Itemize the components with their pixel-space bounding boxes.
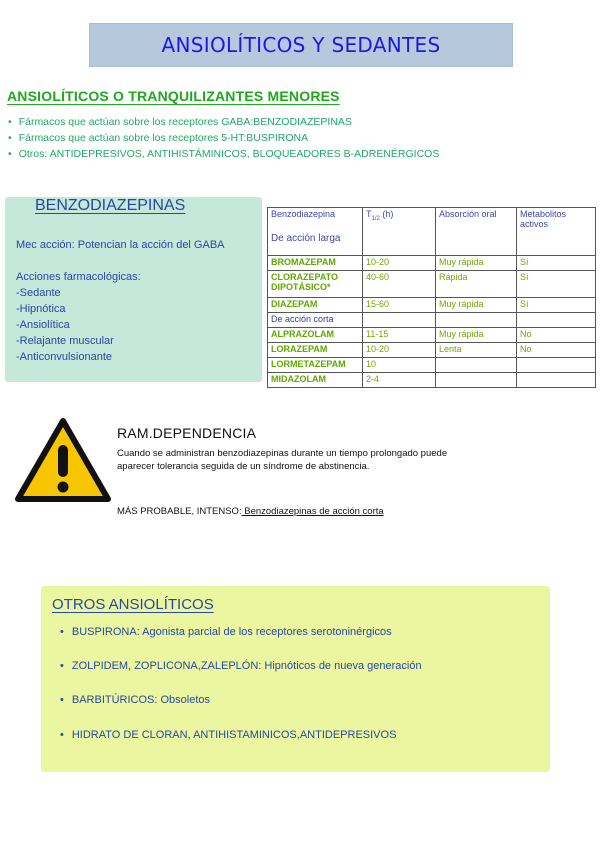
otros-title: OTROS ANSIOLÍTICOS	[52, 596, 214, 613]
table-row: LORAZEPAM 10-20 Lenta No	[268, 343, 596, 358]
title-box	[89, 23, 513, 67]
ram-title: RAM.DEPENDENCIA	[117, 425, 257, 441]
acciones-title: Acciones farmacológicas:	[16, 271, 141, 283]
list-item: • HIDRATO DE CLORAN, ANTIHISTAMINICOS,ANTIDEPRESIVOS	[60, 729, 396, 741]
table-row	[268, 313, 596, 328]
table-row: DIAZEPAM 15-60 Muy rápida Sí	[268, 298, 596, 313]
table-row: ALPRAZOLAM 11-15 Muy rápida No	[268, 328, 596, 343]
list-item: • ZOLPIDEM, ZOPLICONA,ZALEPLÓN: Hipnóticos de nueva generación	[60, 660, 422, 672]
list-item: • BUSPIRONA: Agonista parcial de los receptores serotoninérgicos	[60, 626, 392, 638]
larga-label: De acción larga	[271, 233, 341, 244]
benzodiazepine-table	[267, 207, 596, 388]
otros-ansioliticos-box	[41, 586, 550, 772]
accion-item: -Hipnótica	[16, 303, 66, 315]
accion-item: -Sedante	[16, 287, 61, 299]
accion-item: -Ansiolítica	[16, 319, 70, 331]
benzodiazepinas-box	[5, 197, 262, 382]
table-row: CLORAZEPATO DIPOTÁSICO* 40-60 Rápida Sí	[268, 271, 596, 298]
list-item: • Fármacos que actúan sobre los receptores 5-HT:BUSPIRONA	[8, 130, 439, 146]
header-cell: Metabolitos activos	[517, 208, 596, 256]
header-cell: Absorción oral	[436, 208, 517, 256]
section-heading: ANSIOLÍTICOS O TRANQUILIZANTES MENORES	[7, 88, 340, 104]
accion-item: -Relajante muscular	[16, 335, 114, 347]
accion-item: -Anticonvulsionante	[16, 351, 113, 363]
header-cell: $T_{1/2}$ (h)	[363, 208, 436, 256]
corta-label: De acción corta	[268, 313, 363, 328]
bullet-list	[8, 114, 439, 162]
table-row: BROMAZEPAM 10-20 Muy rápida Sí	[268, 256, 596, 271]
header-cell: Benzodiazepina De acción larga	[268, 208, 363, 256]
table-row: LORMETAZEPAM 10	[268, 358, 596, 373]
mas-probable: MÁS PROBABLE, INTENSO: Benzodiazepinas de acción corta	[117, 506, 384, 517]
benzo-title: BENZODIAZEPINAS	[35, 197, 186, 214]
list-item: • Fármacos que actúan sobre los receptores GABA:BENZODIAZEPINAS	[8, 114, 439, 130]
table-header-row	[268, 208, 596, 256]
list-item: • Otros: ANTIDEPRESIVOS, ANTIHISTÁMINICOS, BLOQUEADORES B-ADRENÉRGICOS	[8, 146, 439, 162]
table-row: MIDAZOLAM 2-4	[268, 373, 596, 388]
warning-icon	[14, 417, 112, 503]
list-item: • BARBITÚRICOS: Obsoletos	[60, 694, 210, 706]
page-title: ANSIOLÍTICOS Y SEDANTES	[161, 33, 441, 57]
mec-accion: Mec acción: Potencian la acción del GABA	[16, 239, 225, 251]
ram-text: Cuando se administran benzodiazepinas durante un tiempo prolongado puede aparecer tolerancia seguida de un síndrome de abstinencia.	[117, 448, 448, 472]
